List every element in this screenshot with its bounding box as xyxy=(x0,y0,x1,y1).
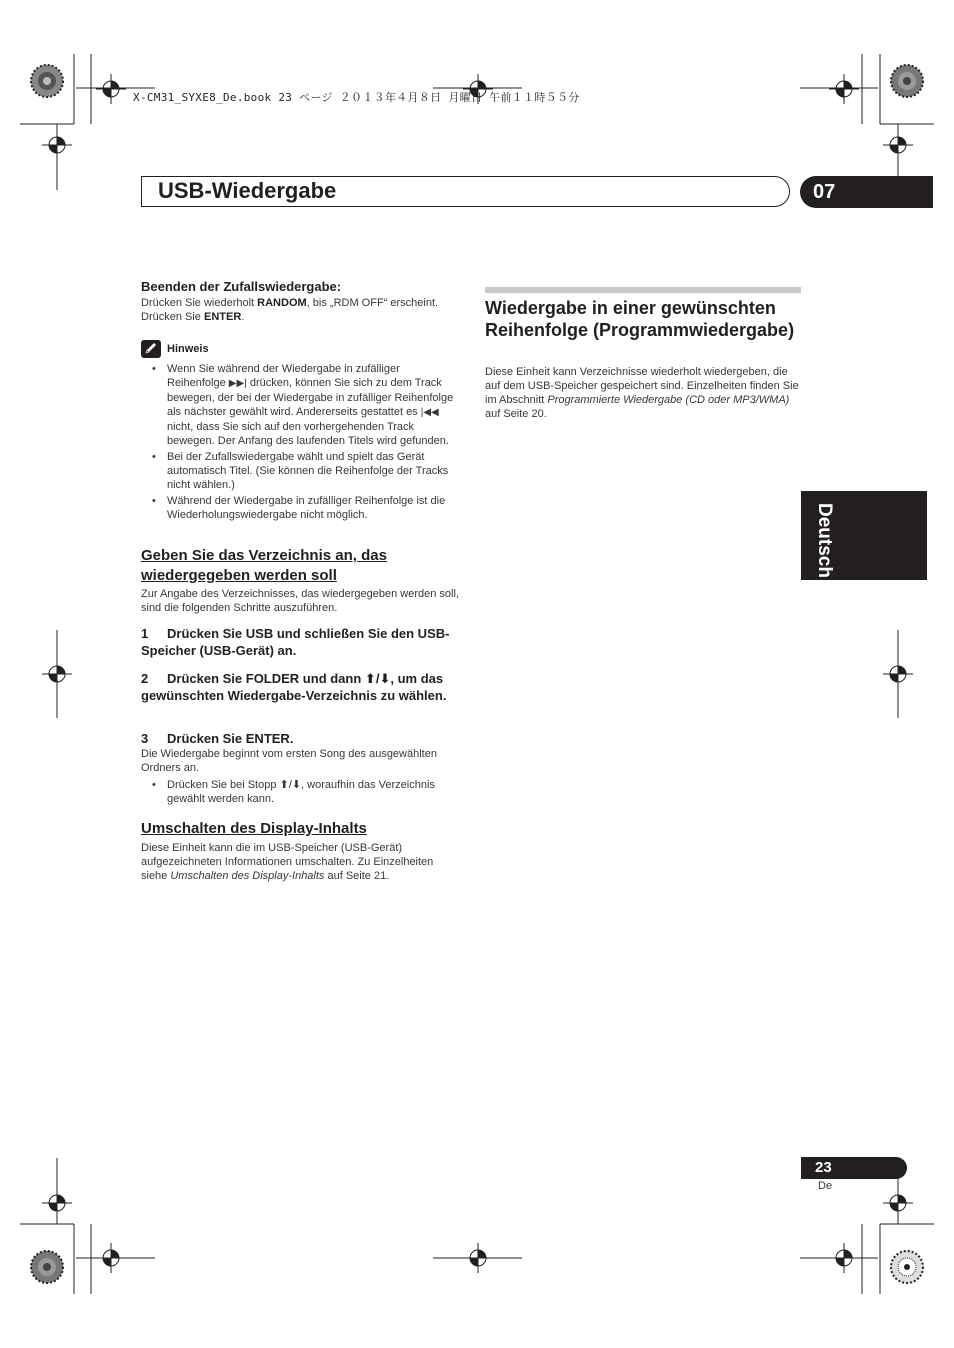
note-pencil-icon xyxy=(141,340,161,358)
hinweis-label: Hinweis xyxy=(167,343,209,355)
up-arrow-icon: ⬆ xyxy=(364,671,376,686)
registration-mark-icon xyxy=(42,1188,72,1218)
registration-mark-icon xyxy=(463,1243,493,1273)
list-item: • Während der Wiedergabe in zufälliger Reihenfolge ist die Wiederholungswiedergabe nicht möglich. xyxy=(141,494,459,522)
next-track-icon: ▶▶| xyxy=(228,378,247,389)
registration-mark-icon xyxy=(829,74,859,104)
random-end-text: Drücken Sie wiederholt RANDOM, bis „RDM OFF“ erscheint. Drücken Sie ENTER. xyxy=(141,297,439,323)
chapter-title: USB-Wiedergabe xyxy=(158,178,337,203)
random-end-heading: Beenden der Zufallswiedergabe: xyxy=(141,279,342,294)
chapter-number: 07 xyxy=(813,181,836,203)
list-item: • Drücken Sie bei Stopp ⬆/⬇, woraufhin das Verzeichnis gewählt werden kann. xyxy=(141,778,459,806)
folder-intro: Zur Angabe des Verzeichnisses, das wiedergegeben werden soll, sind die folgenden Schritte auszuführen. xyxy=(141,588,459,614)
color-wheel-icon xyxy=(30,1250,64,1284)
display-heading: Umschalten des Display-Inhalts xyxy=(141,820,367,837)
up-arrow-icon: ⬆ xyxy=(279,779,289,791)
list-item: • Wenn Sie während der Wiedergabe in zufälliger Reihenfolge ▶▶| drücken, können Sie sich zu dem Track bewegen, der bei der Wiedergabe in zufälliger Reihenfolge als nächster gewählt wird. Andererseits gestattet es |◀◀ nicht, dass Sie sich auf den vorhergehenden Track bewegen. Der Anfang des laufenden Titels wird gefunden. xyxy=(141,362,459,448)
language-side-tab-label: Deutsch xyxy=(814,503,835,578)
page-number: 23 xyxy=(815,1159,832,1176)
registration-mark-icon xyxy=(42,659,72,689)
page-language: De xyxy=(818,1180,833,1192)
down-arrow-icon: ⬇ xyxy=(291,779,302,791)
registration-mark-icon xyxy=(42,130,72,160)
folder-heading: Geben Sie das Verzeichnis an, das wiedergegeben werden soll xyxy=(141,547,387,584)
hinweis-header xyxy=(141,340,209,358)
down-arrow-icon: ⬇ xyxy=(379,671,391,686)
registration-mark-icon xyxy=(829,1243,859,1273)
previous-track-icon: |◀◀ xyxy=(420,407,439,418)
display-text: Diese Einheit kann die im USB-Speicher (USB-Gerät) aufgezeichneten Informationen umschalten. Zu Einzelheiten siehe Umschalten des Display-Inhalts auf Seite 21. xyxy=(141,842,434,882)
section-rule xyxy=(485,287,801,293)
step-3-desc: Die Wiedergabe beginnt vom ersten Song des ausgewählten Ordners an. xyxy=(141,748,437,774)
color-wheel-icon xyxy=(890,1250,924,1284)
hinweis-list xyxy=(141,362,459,524)
color-wheel-icon xyxy=(30,64,64,98)
print-header: X-CM31_SYXE8_De.book 23 ページ ２０１３年４月８日 月曜日 午前１１時５５分 xyxy=(133,91,580,104)
color-wheel-icon xyxy=(890,64,924,98)
list-item: • Bei der Zufallswiedergabe wählt und spielt das Gerät automatisch Titel. (Sie können die Reihenfolge der Tracks nicht wählen.) xyxy=(141,450,459,492)
step-1: 1 Drücken Sie USB und schließen Sie den USB-Speicher (USB-Gerät) an. xyxy=(141,626,450,658)
registration-mark-icon xyxy=(96,1243,126,1273)
step-3-bullets xyxy=(141,778,459,808)
language-side-tab xyxy=(801,491,927,580)
step-2: 2 Drücken Sie FOLDER und dann ⬆/⬇, um das gewünschten Wiedergabe-Verzeichnis zu wählen. xyxy=(141,671,447,703)
program-heading: Wiedergabe in einer gewünschten Reihenfolge (Programmwiedergabe) xyxy=(485,298,795,340)
program-text: Diese Einheit kann Verzeichnisse wiederholt wiedergeben, die auf dem USB-Speicher gespeichert sind. Einzelheiten finden Sie im Abschnitt Programmierte Wiedergabe (CD oder MP3/WMA) auf Seite 20. xyxy=(485,366,799,420)
step-3: 3 Drücken Sie ENTER. xyxy=(141,731,294,746)
registration-mark-icon xyxy=(883,1188,913,1218)
registration-mark-icon xyxy=(883,659,913,689)
registration-mark-icon xyxy=(883,130,913,160)
registration-mark-icon xyxy=(96,74,126,104)
